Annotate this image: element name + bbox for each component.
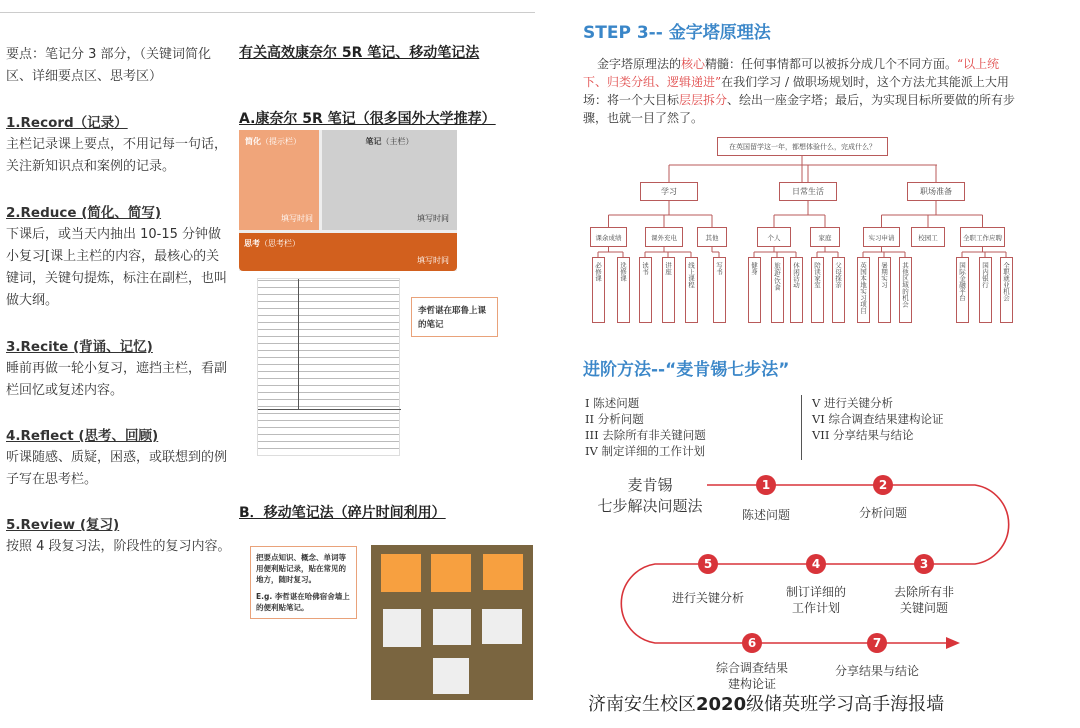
step-item: III 去除所有非关键问题 xyxy=(585,428,706,442)
tree-leaf-node: 选修课 xyxy=(617,257,630,323)
step-label: 分析问题 xyxy=(858,506,907,520)
step-number-1: 1 xyxy=(756,475,776,495)
tree-leaf-node: 全职就业机会 xyxy=(1000,257,1013,323)
step-item: II 分析问题 xyxy=(585,412,644,426)
step-number-5: 5 xyxy=(698,554,718,574)
tree-level2-node: 全职工作应聘 xyxy=(960,227,1005,247)
tree-leaf-node: 旅游/饮食 xyxy=(771,257,784,323)
step-number-3: 3 xyxy=(914,554,934,574)
tree-level1-node: 学习 xyxy=(640,182,698,201)
section-heading: 4.Reflect (思考、回顾) xyxy=(6,428,159,444)
middle-title: 有关高效康奈尔 5R 笔记、移动笔记法 xyxy=(239,45,480,61)
tree-leaf-node: 写书 xyxy=(713,257,726,323)
tree-leaf-node: 必修课 xyxy=(592,257,605,323)
para-segment: 在我们学习 / 做职场规划时，这个方法尤其能派上大用场：将一个大目标 xyxy=(583,75,1009,107)
para-segment: “以上统下、归类分组、逻辑递进” xyxy=(583,57,1000,89)
tree-leaf-node: 讲座 xyxy=(662,257,675,323)
tree-leaf-node: 读书 xyxy=(639,257,652,323)
tree-level2-node: 课余成绩 xyxy=(590,227,627,247)
tree-leaf-node: 休闲活动 xyxy=(790,257,803,323)
step-label: 去除所有非 关键问题 xyxy=(893,585,954,615)
step-label: 进行关键分析 xyxy=(671,591,744,605)
arrow-head xyxy=(946,637,960,649)
step-number-7: 7 xyxy=(867,633,887,653)
tree-leaf-node: 陪读家室 xyxy=(811,257,824,323)
tree-level1-node: 日常生活 xyxy=(779,182,837,201)
para-segment: 核心 xyxy=(681,57,706,71)
step-number-2: 2 xyxy=(873,475,893,495)
mckinsey-title: 进阶方法--“麦肯锡七步法” xyxy=(583,360,790,380)
step-label: 分享结果与结论 xyxy=(834,664,919,678)
step-item: VII 分享结果与结论 xyxy=(812,428,914,442)
tree-level2-node: 课外充电 xyxy=(645,227,683,247)
note-cornell: 李哲谌在耶鲁上课的笔记 xyxy=(411,297,498,337)
step-number-4: 4 xyxy=(806,554,826,574)
step-label: 陈述问题 xyxy=(741,508,790,522)
tree-leaf-node: 国际金融平台 xyxy=(956,257,969,323)
section-body: 睡前再做一轮小复习，遮挡主栏，看副栏回忆或复述内容。 xyxy=(6,361,228,398)
para-segment: 、绘出一座金字塔；最后，为实现目标所要做的所有步骤，也就一目了然了。 xyxy=(583,93,1016,125)
note-mobile: 把要点知识、概念、单词等用便利贴记录，贴在常见的地方，随时复习。 E.g. 李哲谌在哈佛宿舍墙上的便利贴笔记。 xyxy=(250,546,357,619)
intro-text: 要点：笔记分 3 部分，（关键词简化区、详细要点区、思考区） xyxy=(6,47,212,84)
step-label: 综合调查结果 建构论证 xyxy=(715,661,788,691)
tree-level2-node: 实习申请 xyxy=(863,227,900,247)
tree-level1-node: 职场准备 xyxy=(907,182,965,201)
step-label: 制订详细的 工作计划 xyxy=(785,585,846,615)
tree-leaf-node: 暑期实习 xyxy=(878,257,891,323)
step3-title: STEP 3-- 金字塔原理法 xyxy=(583,23,771,43)
tree-root: 在英国留学这一年，都想体验什么，完成什么？ xyxy=(717,137,888,156)
step-number-6: 6 xyxy=(742,633,762,653)
section-body: 听课随感、质疑，困惑，或联想到的例子写在思考栏。 xyxy=(6,450,228,487)
mobile-notes-title: B．移动笔记法（碎片时间利用） xyxy=(239,505,446,521)
step-item: VI 综合调查结果建构论证 xyxy=(812,412,944,426)
step-item: V 进行关键分析 xyxy=(812,396,893,410)
flow-title: 麦肯锡 七步解决问题法 xyxy=(597,476,703,515)
tree-leaf-node: 父母探亲 xyxy=(832,257,845,323)
step-item: IV 制定详细的工作计划 xyxy=(585,444,706,458)
section-body: 主栏记录课上要点，不用记每一句话，关注新知识点和案例的记录。 xyxy=(6,137,228,174)
section-body: 按照 4 段复习法，阶段性的复习内容。 xyxy=(6,539,231,554)
section-body: 下课后，或当天内抽出 10-15 分钟做小复习[课上主栏的内容，最核心的关键词，关键句提炼，标注在副栏，也叫做大纲。 xyxy=(6,227,228,308)
para-segment: 精髓：任何事情都可以被拆分成几个不同方面。 xyxy=(705,57,958,71)
tree-leaf-node: 健身 xyxy=(748,257,761,323)
para-segment: 金字塔原理法的 xyxy=(597,57,682,71)
tree-leaf-node: 线上课程 xyxy=(685,257,698,323)
section-heading: 2.Reduce (简化、简写) xyxy=(6,205,162,221)
tree-level2-node: 个人 xyxy=(757,227,791,247)
tree-leaf-node: 其他区域的机会 xyxy=(899,257,912,323)
cornell-title: A.康奈尔 5R 笔记（很多国外大学推荐） xyxy=(239,111,496,127)
section-heading: 1.Record（记录） xyxy=(6,115,128,131)
cornell-diagram: 简化（提示栏） 填写时间 笔记（主栏） 填写时间 思考（思考栏） 填写时间 xyxy=(239,130,457,271)
tree-level2-node: 校园工 xyxy=(911,227,945,247)
para-segment: 层层拆分 xyxy=(679,93,728,107)
section-heading: 3.Recite (背诵、记忆) xyxy=(6,339,153,355)
tree-leaf-node: 国内银行 xyxy=(979,257,992,323)
step-item: I 陈述问题 xyxy=(585,396,640,410)
section-heading: 5.Review (复习) xyxy=(6,517,120,533)
tree-leaf-node: 英国本地实习项目 xyxy=(857,257,870,323)
footer-title: 济南安生校区2020级储英班学习高手海报墙 xyxy=(588,694,945,715)
tree-level2-node: 家庭 xyxy=(810,227,840,247)
tree-level2-node: 其他 xyxy=(697,227,727,247)
